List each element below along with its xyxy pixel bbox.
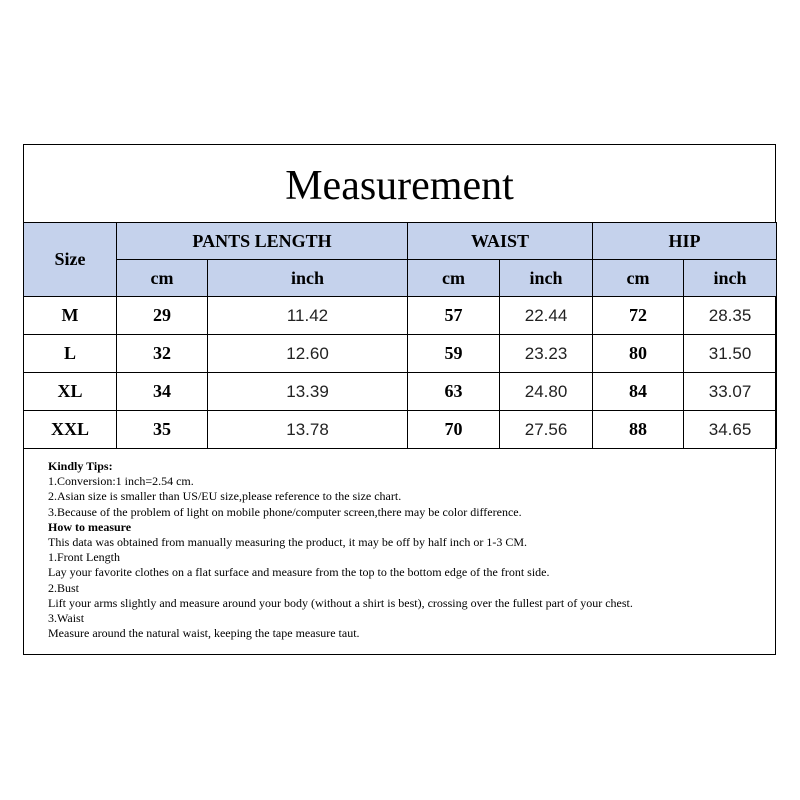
group-header-hip: HIP: [593, 223, 777, 260]
sub-header-cm: cm: [408, 260, 500, 297]
measure-line: Lift your arms slightly and measure around your body (without a shirt is best), crossing over the fullest part of your chest.: [48, 595, 633, 610]
value-cell: 72: [593, 297, 684, 335]
measure-line: 3.Waist: [48, 611, 85, 626]
table-row: [24, 373, 777, 411]
measure-heading: How to measure: [48, 519, 132, 534]
value-cell: 29: [117, 297, 208, 335]
value-cell: 63: [408, 373, 500, 411]
sub-header-cm: cm: [117, 260, 208, 297]
value-cell: 13.78: [208, 411, 408, 449]
value-cell: 32: [117, 335, 208, 373]
table-row: [24, 335, 777, 373]
value-cell: 57: [408, 297, 500, 335]
value-cell: 70: [408, 411, 500, 449]
measure-line: 1.Front Length: [48, 550, 120, 565]
size-cell: M: [24, 297, 117, 335]
measure-line: 2.Bust: [48, 580, 80, 595]
value-cell: 33.07: [684, 373, 777, 411]
table-row: [24, 411, 777, 449]
measure-line: Lay your favorite clothes on a flat surface and measure from the top to the bottom edge of the front side.: [48, 565, 550, 580]
tips-section: [48, 459, 788, 641]
sub-header-inch: inch: [208, 260, 408, 297]
table-row: [24, 297, 777, 335]
group-header-pants-length: PANTS LENGTH: [117, 223, 408, 260]
value-cell: 59: [408, 335, 500, 373]
size-header: Size: [24, 223, 117, 297]
tip-line: 3.Because of the problem of light on mobile phone/computer screen,there may be color difference.: [48, 504, 522, 519]
value-cell: 23.23: [500, 335, 593, 373]
value-cell: 12.60: [208, 335, 408, 373]
value-cell: 84: [593, 373, 684, 411]
tip-line: 1.Conversion:1 inch=2.54 cm.: [48, 474, 194, 489]
value-cell: 80: [593, 335, 684, 373]
value-cell: 24.80: [500, 373, 593, 411]
sub-header-inch: inch: [500, 260, 593, 297]
value-cell: 34.65: [684, 411, 777, 449]
size-cell: XL: [24, 373, 117, 411]
tip-line: 2.Asian size is smaller than US/EU size,please reference to the size chart.: [48, 489, 402, 504]
value-cell: 31.50: [684, 335, 777, 373]
size-cell: L: [24, 335, 117, 373]
page-title: Measurement: [285, 163, 514, 209]
value-cell: 27.56: [500, 411, 593, 449]
sub-header-cm: cm: [593, 260, 684, 297]
value-cell: 28.35: [684, 297, 777, 335]
value-cell: 22.44: [500, 297, 593, 335]
measure-line: Measure around the natural waist, keeping the tape measure taut.: [48, 626, 360, 641]
size-table: [23, 222, 777, 449]
value-cell: 88: [593, 411, 684, 449]
value-cell: 34: [117, 373, 208, 411]
tips-heading: Kindly Tips:: [48, 459, 113, 473]
size-cell: XXL: [24, 411, 117, 449]
measure-line: This data was obtained from manually measuring the product, it may be off by half inch or 1-3 CM.: [48, 535, 527, 550]
value-cell: 11.42: [208, 297, 408, 335]
value-cell: 13.39: [208, 373, 408, 411]
measurement-chart: [23, 144, 776, 655]
sub-header-inch: inch: [684, 260, 777, 297]
value-cell: 35: [117, 411, 208, 449]
group-header-waist: WAIST: [408, 223, 593, 260]
